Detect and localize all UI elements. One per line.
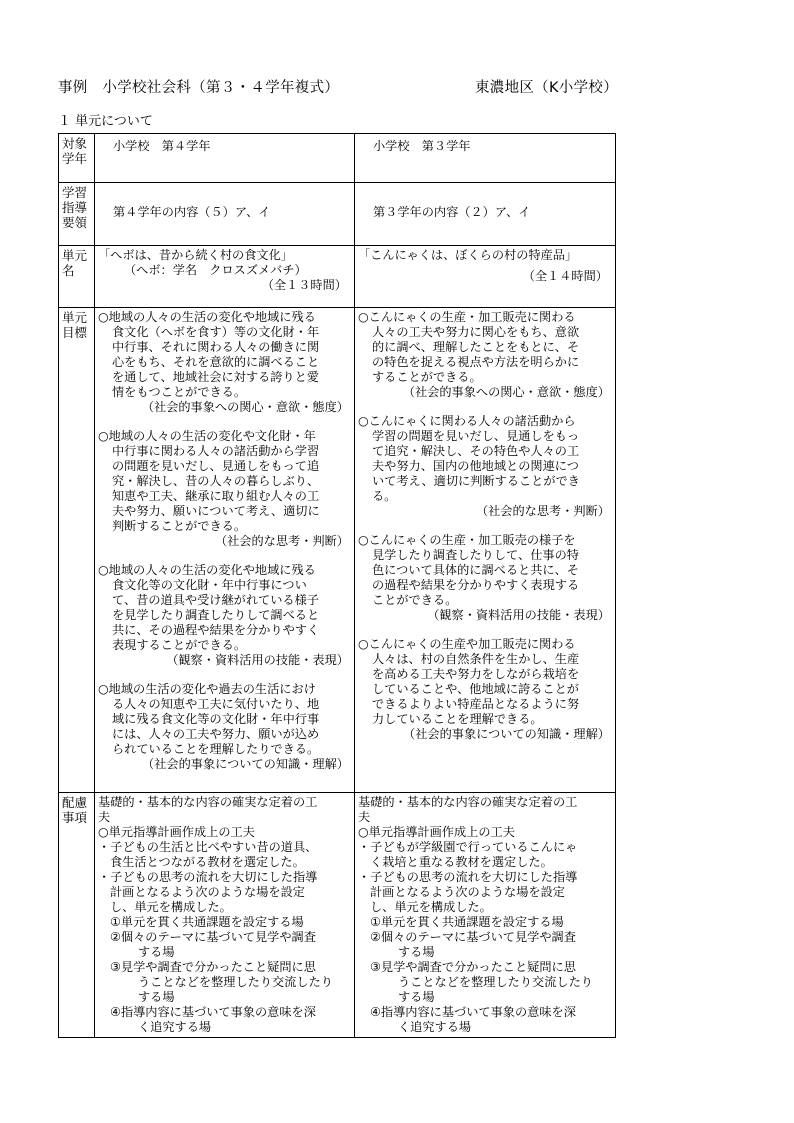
consideration-line: く追究する場 [398, 1020, 472, 1034]
consideration-line: ④指導内容に基づいて事象の意味を深 [110, 1005, 316, 1019]
label-line: 名 [62, 263, 75, 278]
goal-item [98, 310, 351, 415]
consideration-line: 基礎的・基本的な内容の確実な定着の工 [98, 795, 318, 809]
label-line: 事項 [62, 810, 88, 825]
goal-body-line: 食文化等の文化財・年中行事につい [112, 578, 307, 592]
label-line: 指導 [62, 200, 88, 215]
grade3-considerations-list [355, 793, 615, 1037]
consideration-line: ③見学や調査で分かったこと疑問に思 [110, 960, 316, 974]
label-line: 配慮 [62, 795, 88, 810]
goal-category: （社会的な思考・判断） [475, 504, 610, 518]
goal-body-line: 力していることを理解できる。 [372, 712, 543, 726]
unit-table [58, 133, 616, 1038]
goal-body-line: 夫や努力、願いについて考え、適切に [112, 504, 320, 518]
goal-body-line: できるよりよい特産品となるように努 [372, 697, 580, 711]
consideration-line: 夫 [98, 810, 111, 824]
unit-hours: （全１４時間） [522, 269, 608, 283]
consideration-line: ①単元を貫く共通課題を設定する場 [370, 915, 564, 929]
goal-category: （社会的な思考・判断） [214, 534, 349, 548]
consideration-line: く追究する場 [138, 1020, 212, 1034]
goal-body-line: の特色を捉える視点や方法を明らかに [372, 355, 580, 369]
goal-item [98, 563, 351, 668]
goal-item [358, 637, 612, 742]
section-title: １ 単元について [58, 114, 153, 129]
goal-body-line: 色について具体的に調べると共に、そ [372, 563, 579, 577]
unit-hours: （全１３時間） [261, 278, 347, 292]
label-line: 学習 [62, 185, 88, 200]
consideration-line: 夫 [358, 810, 371, 824]
grade4-target-text: 小学校 第４学年 [113, 139, 211, 153]
goal-category: （観察・資料活用の技能・表現） [427, 608, 610, 622]
goal-body-line: することができる。 [372, 370, 482, 384]
goal-lead: ○こんにゃくに関わる人々の諸活動から [358, 414, 576, 428]
cell-grade3-goals [355, 308, 616, 793]
goal-lead: ○地域の人々の生活の変化や地域に残る [98, 563, 316, 577]
consideration-line: する場 [138, 945, 175, 959]
goal-lead: ○こんにゃくの生産・加工販売の様子を [358, 533, 576, 547]
consideration-line: ①単元を貫く共通課題を設定する場 [110, 915, 304, 929]
goal-item [358, 310, 612, 400]
consideration-line: 計画となるよう次のような場を設定 [110, 885, 305, 899]
grade3-target-text: 小学校 第３学年 [373, 139, 471, 153]
consideration-line: ○単元指導計画作成上の工夫 [358, 825, 515, 839]
consideration-line: ②個々のテーマに基づいて見学や調査 [370, 930, 576, 944]
cell-grade4-goals [95, 308, 355, 793]
grade4-considerations-list [95, 793, 354, 1037]
goal-body-line: 表現することができる。 [112, 638, 247, 652]
goal-body-line: 心をもち、それを意欲的に調べること [112, 355, 320, 369]
consideration-line: し、単元を構成した。 [370, 900, 492, 914]
consideration-line: 基礎的・基本的な内容の確実な定着の工 [358, 795, 578, 809]
goal-body-line: 共に、その過程や結果を分かりやすく [112, 623, 320, 637]
unit-title: 「へボは、昔から続く村の食文化」 [98, 248, 293, 262]
goal-body-line: 夫や努力、国内の他地域との関連につ [372, 459, 579, 473]
consideration-line: うことなどを整理したり交流したり [138, 975, 333, 989]
consideration-line: ○単元指導計画作成上の工夫 [98, 825, 255, 839]
goal-body-line: 人々の工夫や努力に関心をもち、意欲 [372, 325, 580, 339]
consideration-line: ・子どもの思考の流れを大切にした指導 [358, 870, 578, 884]
goal-body-line: を高める工夫や努力をしながら栽培を [372, 667, 580, 681]
goal-item [98, 682, 351, 772]
row-considerations [59, 793, 616, 1038]
district-school: 東濃地区（K小学校） [474, 80, 618, 96]
goal-category: （社会的事象への関心・意欲・態度） [402, 385, 610, 399]
label-line: 学年 [62, 151, 88, 166]
row-label-unit [59, 246, 95, 308]
cell-grade4-guideline [95, 183, 355, 246]
goal-body-line: 人々は、村の自然条件を生かし、生産 [372, 652, 580, 666]
goal-item [98, 429, 351, 549]
goal-body-line: 見学したり調査したりして、仕事の特 [372, 548, 579, 562]
cell-grade3-unit [355, 246, 616, 308]
consideration-line: うことなどを整理したり交流したり [398, 975, 593, 989]
case-title: 事例 小学校社会科（第３・４学年複式） [58, 80, 340, 96]
cell-grade4-target [95, 134, 355, 183]
consideration-line: ・子どもの思考の流れを大切にした指導 [98, 870, 318, 884]
consideration-line: ②個々のテーマに基づいて見学や調査 [110, 930, 316, 944]
grade4-goals-list [95, 308, 354, 788]
row-unit-name [59, 246, 616, 308]
goal-body-line: る。 [372, 489, 397, 503]
goal-body-line: を通して、地域社会に対する誇りと愛 [112, 370, 319, 384]
label-line: 単元 [62, 310, 88, 325]
goal-lead: ○地域の人々の生活の変化や地域に残る [98, 310, 316, 324]
goal-body-line: 学習の問題を見いだし、見通しをもっ [372, 429, 580, 443]
row-label-target [59, 134, 95, 183]
cell-grade3-guideline [355, 183, 616, 246]
row-label-goals [59, 308, 95, 793]
cell-grade4-considerations [95, 793, 355, 1038]
consideration-line: する場 [138, 990, 175, 1004]
goal-body-line: 中行事に関わる人々の諸活動から学習 [112, 444, 320, 458]
goal-body-line: 食文化（へボを食す）等の文化財・年 [112, 325, 320, 339]
consideration-line: 計画となるよう次のような場を設定 [370, 885, 565, 899]
goal-lead: ○地域の人々の生活の変化や文化財・年 [98, 429, 316, 443]
goal-body-line: 域に残る食文化等の文化財・年中行事 [112, 712, 320, 726]
goal-body-line: の過程や結果を分かりやすく表現する [372, 578, 580, 592]
unit-subtitle: （へボ：学名 クロスズメバチ） [124, 263, 307, 277]
goal-body-line: 中行事、それに関わる人々の働きに関 [112, 340, 320, 354]
goal-category: （社会的事象についての知識・理解） [403, 727, 610, 741]
goal-body-line: 究・解決し、昔の人々の暮らしぶり、 [112, 474, 320, 488]
goal-body-line: る人々の知恵や工夫に気付いたり、地 [112, 697, 320, 711]
goal-body-line: 情をもつことができる。 [112, 385, 247, 399]
grade3-guideline-text: 第３学年の内容（２）ア、イ [373, 205, 531, 219]
goal-category: （社会的事象についての知識・理解） [142, 757, 349, 771]
goal-category: （社会的事象への関心・意欲・態度） [141, 400, 349, 414]
row-guideline [59, 183, 616, 246]
label-line: 対象 [62, 136, 88, 151]
grade4-guideline-text: 第４学年の内容（５）ア、イ [113, 205, 271, 219]
row-label-guideline [59, 183, 95, 246]
consideration-line: く栽培と重なる教材を選定した。 [370, 855, 553, 869]
goal-body-line: て、昔の道具や受け継がれている様子 [112, 593, 319, 607]
goal-body-line: を見学したり調査したりして調べると [112, 608, 320, 622]
cell-grade4-unit [95, 246, 355, 308]
goal-body-line: 判断することができる。 [112, 519, 247, 533]
row-target-grade [59, 134, 616, 183]
consideration-line: 食生活とつながる教材を選定した。 [110, 855, 305, 869]
goal-category: （観察・資料活用の技能・表現） [166, 653, 349, 667]
goal-body-line: いて考え、適切に判断することができ [372, 474, 580, 488]
goal-body-line: していることや、他地域に誇ることが [372, 682, 579, 696]
label-line: 要領 [62, 215, 88, 230]
unit-title: 「こんにゃくは、ぼくらの村の特産品」 [358, 248, 578, 262]
consideration-line: する場 [398, 945, 435, 959]
row-label-considerations [59, 793, 95, 1038]
goal-body-line: 的に調べ、理解したことをもとに、そ [372, 340, 580, 354]
goal-lead: ○こんにゃくの生産や加工販売に関わる [358, 637, 576, 651]
cell-grade3-target [355, 134, 616, 183]
goal-body-line: には、人々の工夫や努力、願いが込め [112, 727, 320, 741]
goal-body-line: 知恵や工夫、継承に取り組む人々の工 [112, 489, 320, 503]
goal-body-line: られていることを理解したりできる。 [112, 742, 320, 756]
row-unit-goals [59, 308, 616, 793]
consideration-line: し、単元を構成した。 [110, 900, 232, 914]
goal-item [358, 533, 612, 623]
goal-body-line: の問題を見いだし、見通しをもって追 [112, 459, 320, 473]
goal-item [358, 414, 612, 519]
grade3-goals-list [355, 308, 615, 758]
goal-body-line: て追究・解決し、その特色や人々の工 [372, 444, 580, 458]
cell-grade3-considerations [355, 793, 616, 1038]
label-line: 目標 [62, 325, 88, 340]
consideration-line: ④指導内容に基づいて事象の意味を深 [370, 1005, 576, 1019]
goal-lead: ○こんにゃくの生産・加工販売に関わる [358, 310, 576, 324]
document-header [58, 76, 618, 98]
consideration-line: ・子どもの生活と比べやすい昔の道具、 [98, 840, 318, 854]
consideration-line: ③見学や調査で分かったこと疑問に思 [370, 960, 576, 974]
label-line: 単元 [62, 248, 88, 263]
goal-body-line: ことができる。 [372, 593, 458, 607]
consideration-line: する場 [398, 990, 435, 1004]
consideration-line: ・子どもが学級園で行っているこんにゃ [358, 840, 578, 854]
goal-lead: ○地域の生活の変化や過去の生活におけ [98, 682, 316, 696]
